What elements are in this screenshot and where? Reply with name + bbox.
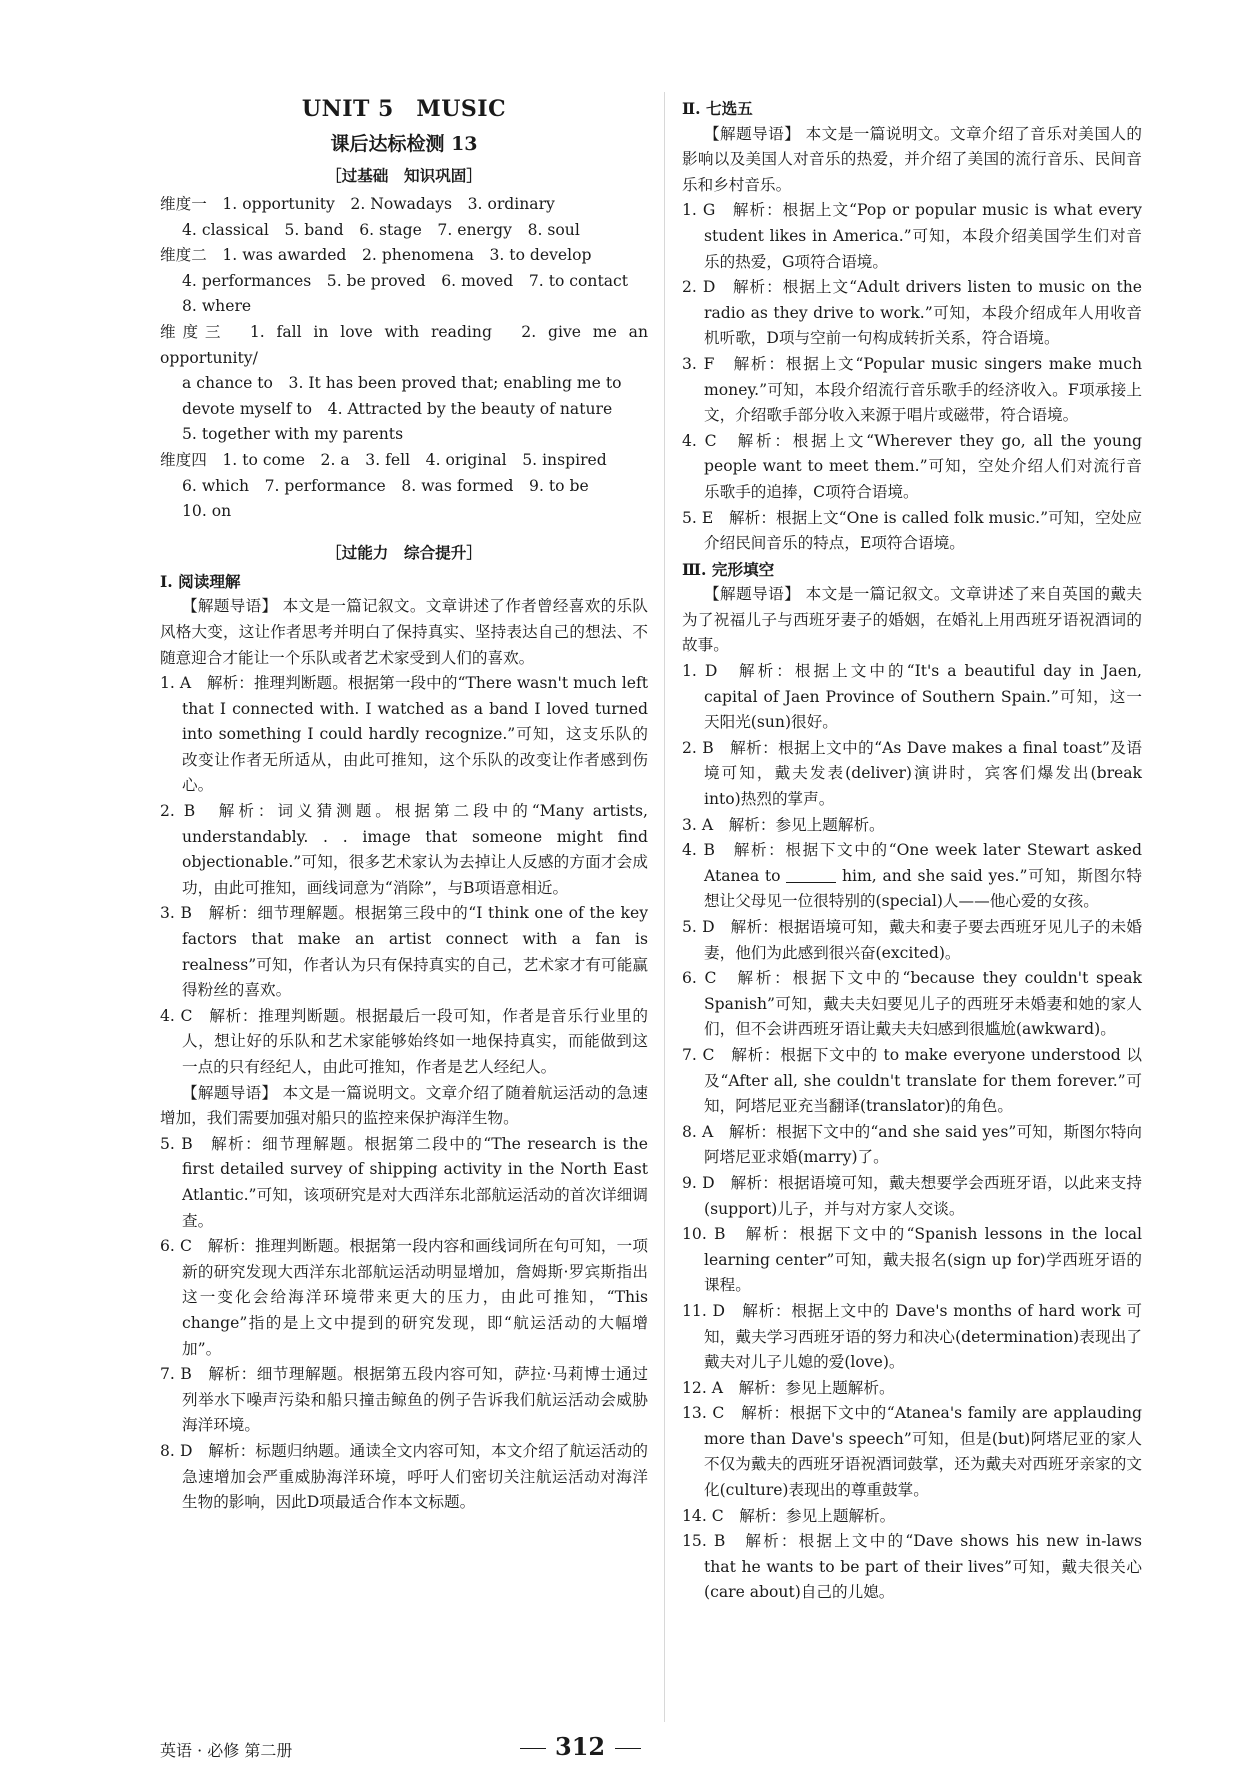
- page-number: 312: [555, 1732, 606, 1761]
- page-dash-right: [615, 1748, 641, 1749]
- answer-explanation: 8. D 解析：标题归纳题。通读全文内容可知，本文介绍了航运活动的急速增加会严重威胁海洋环境，呼吁人们密切关注航运活动对海洋生物的影响，因此D项最适合作本文标题。: [160, 1441, 648, 1512]
- answer-explanation: 14. C 解析：参见上题解析。: [682, 1506, 896, 1525]
- answer-explanation: 6. C 解析：根据下文中的“because they couldn't speak Spanish”可知，戴夫夫妇要见儿子的西班牙未婚妻和她的家人们，但不会讲西班牙语让戴夫夫妇感到很尴尬(awkward)。: [682, 969, 1142, 1039]
- answer-explanation: 1. G 解析：根据上文“Pop or popular music is what every student likes in America.”可知，本段介绍美国学生们对音乐的热爱，G项符合语境。: [682, 201, 1142, 271]
- answer-line: 4. performances 5. be proved 6. moved 7. to contact: [182, 271, 629, 290]
- right-column: [682, 96, 1142, 1606]
- part-heading-cloze: Ⅲ. 完形填空: [682, 559, 775, 579]
- guide-paragraph: 【解题导语】 本文是一篇说明文。文章介绍了随着航运活动的急速增加，我们需要加强对船只的监控来保护海洋生物。: [160, 1083, 648, 1128]
- answer-explanation: 7. C 解析：根据下文中的 to make everyone understood 以及“After all, she couldn't translate for them forever.”可知，阿塔尼亚充当翻译(translator)的角色。: [682, 1045, 1142, 1116]
- answer-explanation: 5. E 解析：根据上文“One is called folk music.”可知，空处应介绍民间音乐的特点，E项符合语境。: [682, 508, 1142, 553]
- answer-explanation: 13. C 解析：根据下文中的“Atanea's family are applauding more than Dave's speech”可知，但是(but)阿塔尼亚的家人不仅为戴夫的西班牙语祝酒词鼓掌，还为戴夫对西班牙亲家的文化(culture)表现出的尊重鼓掌。: [682, 1404, 1142, 1500]
- left-column: [160, 92, 648, 1516]
- answer-explanation: 8. A 解析：根据下文中的“and she said yes”可知，斯图尔特向阿塔尼亚求婚(marry)了。: [682, 1122, 1142, 1167]
- unit-title: UNIT 5 MUSIC: [301, 96, 507, 122]
- answer-line: 6. which 7. performance 8. was formed 9. to be: [182, 476, 589, 495]
- answer-explanation: 2. D 解析：根据上文“Adult drivers listen to music on the radio as they drive to work.”可知，本段介绍成年人用收音机听歌，D项与空前一句构成转折关系，符合语境。: [682, 278, 1142, 348]
- answer-explanation: 11. D 解析：根据上文中的 Dave's months of hard work 可知，戴夫学习西班牙语的努力和决心(determination)表现出了戴夫对儿子儿媳的爱(love)。: [682, 1301, 1142, 1372]
- answer-line: 10. on: [182, 502, 232, 521]
- answer-explanation: 5. D 解析：根据语境可知，戴夫和妻子要去西班牙见儿子的未婚妻，他们为此感到很兴奋(excited)。: [682, 918, 1142, 962]
- answer-explanation: 2. B 解析：词义猜测题。根据第二段中的“Many artists, understandably. . . image that someone might find objectionable.”可知，很多艺术家认为去掉让人反感的方面才会成功，由此可推知，画线词意为“消除”，与B项语意相近。: [160, 802, 648, 897]
- answer-line: 8. where: [182, 297, 252, 316]
- answer-explanation: 4. C 解析：根据上文“Wherever they go, all the young people want to meet them.”可知，空处介绍人们对流行音乐歌手的追捧，C项符合语境。: [682, 431, 1142, 501]
- section-advanced-heading: ［过能力 综合提升］: [326, 542, 482, 562]
- answer-explanation: 9. D 解析：根据语境可知，戴夫想要学会西班牙语，以此来支持(support)儿子，并与对方家人交谈。: [682, 1173, 1142, 1218]
- guide-paragraph: 【解题导语】 本文是一篇说明文。文章介绍了音乐对美国人的影响以及美国人对音乐的热爱，并介绍了美国的流行音乐、民间音乐和乡村音乐。: [682, 124, 1142, 194]
- answer-explanation: 4. C 解析：推理判断题。根据最后一段可知，作者是音乐行业里的人，想让好的乐队和艺术家能够始终如一地保持真实，而能做到这一点的只有经纪人，由此可推知，作者是艺人经纪人。: [160, 1006, 648, 1076]
- part-heading-seven-five: Ⅱ. 七选五: [682, 99, 753, 118]
- answer-explanation: 12. A 解析：参见上题解析。: [682, 1378, 895, 1397]
- answer-explanation: 4. B 解析：根据下文中的“One week later Stewart asked Atanea to him, and she said yes.”可知，斯图尔特想让父母见一位很特别的(special)人——他心爱的女孩。: [682, 841, 1142, 911]
- answer-line: 4. classical 5. band 6. stage 7. energy 8. soul: [182, 220, 580, 239]
- answer-explanation: 2. B 解析：根据上文中的“As Dave makes a final toast”及语境可知，戴夫发表(deliver)演讲时，宾客们爆发出(break into)热烈的掌声。: [682, 738, 1142, 809]
- answer-explanation: 5. B 解析：细节理解题。根据第二段中的“The research is the first detailed survey of shipping activity in the North East Atlantic.”可知，该项研究是对大西洋东北部航运活动的首次详细调查。: [160, 1134, 648, 1230]
- column-separator: [664, 92, 665, 1722]
- answer-explanation: 3. F 解析：根据上文“Popular music singers make much money.”可知，本段介绍流行音乐歌手的经济收入。F项承接上文，介绍歌手部分收入来源于唱片或磁带，符合语境。: [682, 354, 1142, 425]
- answer-line: 维度一 1. opportunity 2. Nowadays 3. ordinary: [160, 195, 555, 213]
- guide-paragraph: 【解题导语】 本文是一篇记叙文。文章讲述了作者曾经喜欢的乐队风格大变，这让作者思考并明白了保持真实、坚持表达自己的想法、不随意迎合才能让一个乐队或者艺术家受到人们的喜欢。: [160, 597, 648, 667]
- fill-blank: [786, 868, 836, 883]
- answer-line: 维度四 1. to come 2. a 3. fell 4. original 5. inspired: [160, 450, 607, 469]
- answer-explanation: 10. B 解析：根据下文中的“Spanish lessons in the local learning center”可知，戴夫报名(sign up for)学西班牙语的课程。: [682, 1225, 1142, 1295]
- answer-explanation: 6. C 解析：推理判断题。根据第一段内容和画线词所在句可知，一项新的研究发现大西洋东北部航运活动明显增加，詹姆斯·罗宾斯指出这一变化会给海洋环境带来更大的压力，由此可推知，“This change”指的是上文中提到的研究发现，即“航运活动的大幅增加”。: [160, 1237, 648, 1358]
- page-dash-left: [520, 1748, 546, 1749]
- answer-line: 5. together with my parents: [182, 425, 404, 444]
- answer-line: a chance to 3. It has been proved that; enabling me to: [182, 374, 622, 393]
- answer-line: 维度二 1. was awarded 2. phenomena 3. to develop: [160, 246, 592, 265]
- answer-explanation: 3. B 解析：细节理解题。根据第三段中的“I think one of the key factors that make an artist connect with a fan is realness”可知，作者认为只有保持真实的自己，艺术家才有可能赢得粉丝的喜欢。: [160, 904, 648, 1000]
- exercise-title: 课后达标检测 13: [330, 133, 478, 155]
- book-title-footer: 英语 · 必修 第二册: [160, 1741, 293, 1760]
- answer-line: 维度三 1. fall in love with reading 2. give me an opportunity/: [160, 322, 648, 367]
- answer-explanation: 1. D 解析：根据上文中的“It's a beautiful day in Jaen, capital of Jaen Province of Southern Spain.”可知，这一天阳光(sun)很好。: [682, 662, 1142, 732]
- answer-explanation: 3. A 解析：参见上题解析。: [682, 815, 885, 834]
- part-heading-reading: Ⅰ. 阅读理解: [160, 571, 241, 591]
- answer-line: devote myself to 4. Attracted by the beauty of nature: [182, 399, 613, 418]
- answer-explanation: 7. B 解析：细节理解题。根据第五段内容可知，萨拉·马莉博士通过列举水下噪声污染和船只撞击鲸鱼的例子告诉我们航运活动会威胁海洋环境。: [160, 1365, 648, 1435]
- answer-explanation: 15. B 解析：根据上文中的“Dave shows his new in-laws that he wants to be part of their lives”可知，戴夫很关心(care about)自己的儿媳。: [682, 1532, 1142, 1602]
- section-basic-heading: ［过基础 知识巩固］: [326, 166, 482, 185]
- answer-explanation: 1. A 解析：推理判断题。根据第一段中的“There wasn't much left that I connected with. I watched as a band I loved turned into something I could hardly recognize.”可知，这支乐队的改变让作者无所适从，由此可推知，这个乐队的改变让作者感到伤心。: [160, 674, 648, 795]
- guide-paragraph: 【解题导语】 本文是一篇记叙文。文章讲述了来自英国的戴夫为了祝福儿子与西班牙妻子的婚姻，在婚礼上用西班牙语祝酒词的故事。: [682, 585, 1142, 655]
